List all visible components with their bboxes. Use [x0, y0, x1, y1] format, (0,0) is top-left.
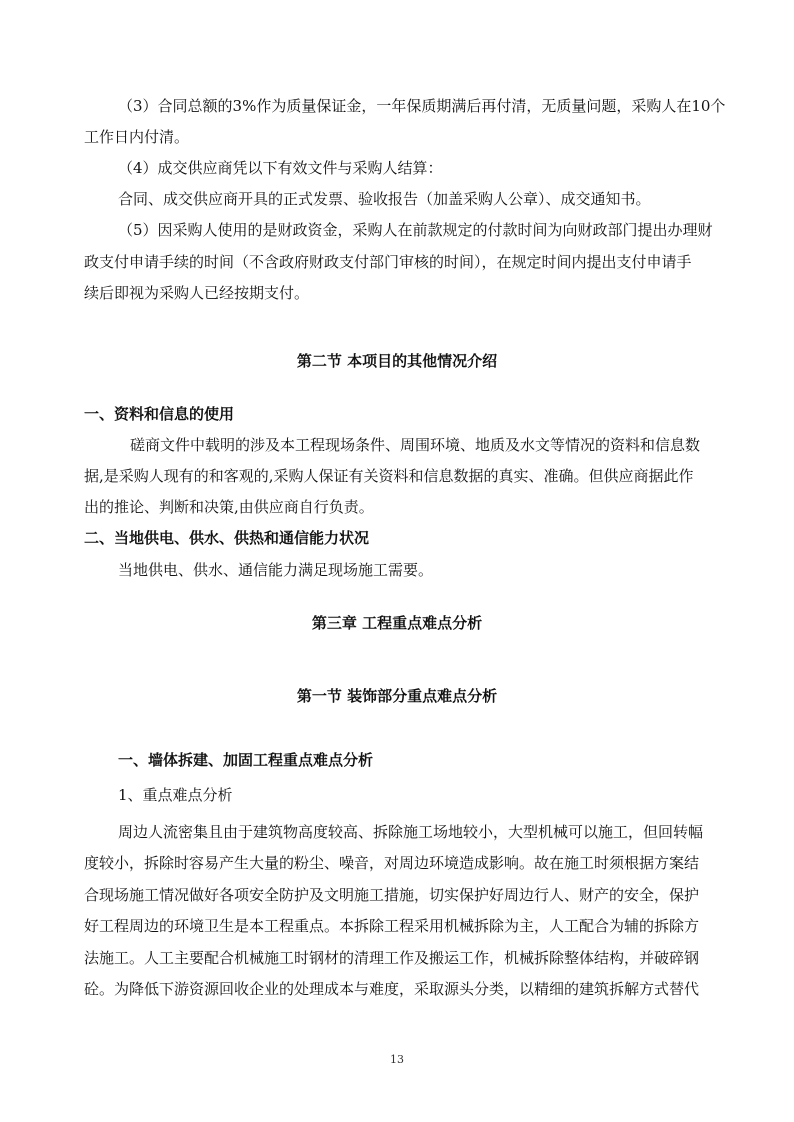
page-number: 13	[390, 1053, 404, 1066]
chapter3-section1-title: 第一节 装饰部分重点难点分析	[296, 687, 498, 705]
item3-line1: （3）合同总额的3%作为质量保证金，一年保质期满后再付清，无质量问题，采购人在10个	[118, 97, 726, 115]
section2-p2: 当地供电、供水、通信能力满足现场施工需要。	[118, 561, 434, 579]
item5-line1: （5）因采购人使用的是财政资金，采购人在前款规定的付款时间为向财政部门提出办理财	[118, 221, 713, 239]
chapter3-p1-line1: 周边人流密集且由于建筑物高度较高、拆除施工场地较小，大型机械可以施工，但回转幅	[118, 823, 704, 841]
item5-line3: 续后即视为采购人已经按期支付。	[84, 284, 310, 302]
item5-line2: 政支付申请手续的时间（不含政府财政支付部门审核的时间），在规定时间内提出支付申请手	[84, 253, 692, 271]
chapter3-p1-line3: 合现场施工情况做好各项安全防护及文明施工措施，切实保护好周边行人、财产的安全，保护	[84, 886, 700, 904]
section2-title: 第二节 本项目的其他情况介绍	[296, 352, 498, 370]
section2-heading1: 一、资料和信息的使用	[84, 405, 235, 423]
chapter3-subheading1: 1、重点难点分析	[118, 786, 233, 804]
section2-p1-line3: 出的推论、判断和决策,由供应商自行负责。	[84, 498, 374, 516]
section2-p1-line1: 磋商文件中载明的涉及本工程现场条件、周围环境、地质及水文等情况的资料和信息数	[130, 436, 701, 454]
item3-line2: 工作日内付清。	[84, 128, 190, 146]
chapter3-title: 第三章 工程重点难点分析	[311, 614, 483, 632]
chapter3-p1-line5: 法施工。人工主要配合机械施工时钢材的清理工作及搬运工作，机械拆除整体结构，并破碎钢	[84, 949, 700, 967]
section2-p1-line2: 据,是采购人现有的和客观的,采购人保证有关资料和信息数据的真实、准确。但供应商据此作	[84, 467, 694, 485]
chapter3-p1-line6: 砼。为降低下游资源回收企业的处理成本与难度，采取源头分类，以精细的建筑拆解方式替代	[84, 980, 700, 998]
section2-heading2: 二、当地供电、供水、供热和通信能力状况	[84, 529, 370, 547]
chapter3-p1-line4: 好工程周边的环境卫生是本工程重点。本拆除工程采用机械拆除为主，人工配合为辅的拆除方	[84, 917, 700, 935]
chapter3-heading1: 一、墙体拆建、加固工程重点难点分析	[118, 751, 374, 769]
chapter3-p1-line2: 度较小，拆除时容易产生大量的粉尘、噪音，对周边环境造成影响。故在施工时须根据方案结	[84, 854, 700, 872]
item4-detail: 合同、成交供应商开具的正式发票、验收报告（加盖采购人公章）、成交通知书。	[118, 190, 651, 208]
item4: （4）成交供应商凭以下有效文件与采购人结算：	[118, 159, 443, 177]
